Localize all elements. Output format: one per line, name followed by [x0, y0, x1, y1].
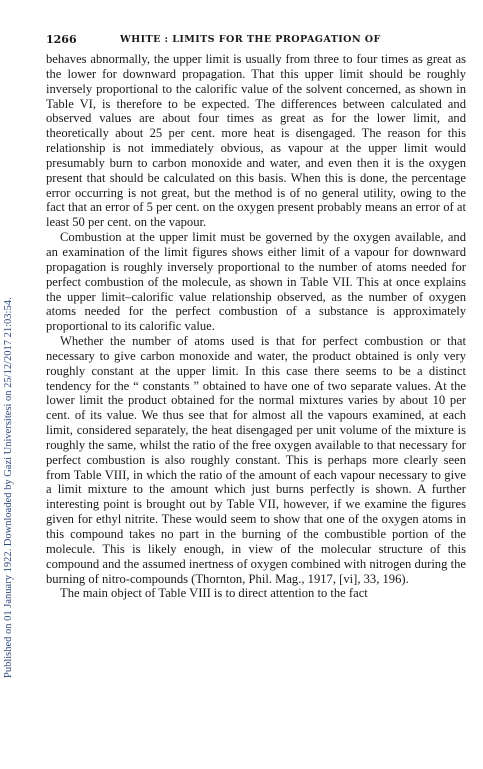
- page-number: 1266: [46, 33, 77, 46]
- running-header: [46, 33, 466, 49]
- paragraph-3: Whether the number of atoms used is that for perfect combustion or that necessary to give carbon monoxide and water, the product obtained is only very roughly constant at the upper limit. In this case there seems to be a distinct tendency for the “ constants ” obtained to have one of two separate values. At the lower limit the product obtained for the normal mixtures varies by about 10 per cent. of its value. We thus see that for almost all the vapours examined, at each limit, considered separately, the heat disengaged per unit volume of the mixture is roughly the same, whilst the ratio of the free oxygen available to that necessary for perfect combustion is also roughly constant. This is perhaps more clearly seen from Table VIII, in which the ratio of the amount of each vapour necessary to give a limit mixture to the amount which just burns perfectly is shown. A further interesting point is brought out by Table VII, however, if we examine the figures given for ethyl nitrite. These would seem to show that one of the oxygen atoms in this compound takes no part in the burning of the combustible portion of the molecule. This is likely enough, in view of the molecular structure of this compound and the assumed inertness of oxygen combined with nitrogen during the burning of nitro-compounds (Thornton, Phil. Mag., 1917, [vi], 33, 196).: [46, 334, 466, 586]
- paragraph-1: behaves abnormally, the upper limit is usually from three to four times as great as the lower for downward propagation. That this upper limit should be roughly inversely proportional to the calorific value of the solvent concerned, as shown in Table VI, is therefore to be expected. The differences between calculated and observed values are about four times as great as for the lower limit, and theoretically about 25 per cent. more heat is disengaged. The reason for this relationship is not immediately obvious, as vapour at the upper limit would presumably burn to carbon monoxide and water, and even then it is the oxygen present that should be calculated on this basis. When this is done, the percentage error occurring is not great, but the method is of no general utility, owing to the fact that an error of 5 per cent. on the oxygen present probably means an error of at least 50 per cent. on the vapour.: [46, 52, 466, 230]
- paragraph-4: The main object of Table VIII is to direct attention to the fact: [60, 586, 368, 601]
- running-head-title: WHITE : LIMITS FOR THE PROPAGATION OF: [120, 34, 381, 45]
- download-watermark: [2, 120, 18, 680]
- paragraph-2: Combustion at the upper limit must be governed by the oxygen available, and an examination of the limit figures shows either limit of a vapour for downward propagation is roughly inversely proportional to the number of atoms needed for perfect combustion of the molecule, as shown in Table VII. This at once explains the upper limit–calorific value relationship observed, as the number of oxygen atoms needed for the perfect combustion of a substance is approximately proportional to its calorific value.: [46, 230, 466, 334]
- download-watermark-text: Published on 01 January 1922. Downloaded by Gazi Universitesi on 25/12/2017 21:03:54.: [3, 297, 14, 678]
- body-text: [46, 52, 466, 601]
